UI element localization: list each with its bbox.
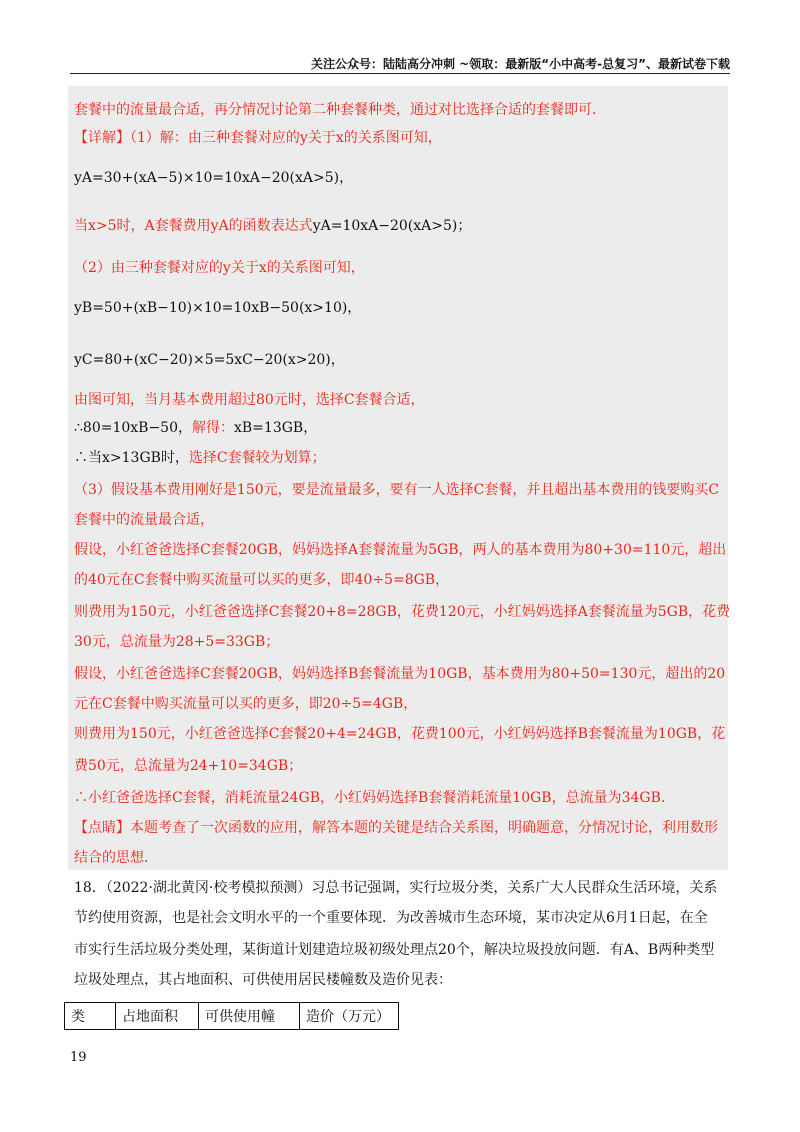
question-line-1: 18．（2022·湖北黄冈·校考模拟预测）习总书记强调，实行垃圾分类，关系广大人民群众生活环境，关系 [74, 880, 718, 896]
table-header-cell: 类 [65, 1003, 116, 1030]
detail-tag: 【详解】 [74, 130, 130, 146]
text-choose-c: 选择C套餐较为划算； [188, 450, 326, 466]
answer-line-18: 元在C套餐中购买流量可以买的更多，即20÷5=4GB， [74, 696, 418, 712]
question-line-4: 垃圾处理点，其占地面积、可供使用居民楼幢数及造价见表： [74, 972, 452, 988]
equation-yb: yB=50+(xB−10)×10=10xB−50(x>10)， [74, 300, 362, 316]
answer-line-22 [74, 818, 718, 838]
text-solve: 解得： [192, 420, 234, 436]
page-header: 关注公众号：陆陆高分冲刺 ~领取：最新版“小中高考-总复习”、最新试卷下载 [311, 57, 730, 71]
detail-text: （1）解：由三种套餐对应的y关于x的关系图可知， [130, 130, 442, 146]
header-rule [70, 73, 730, 74]
answer-line-11: （3）假设基本费用刚好是150元，要是流量最多，要有一人选择C套餐，并且超出基本费用的钱要购买C [74, 482, 720, 498]
table-header-cell: 造价（万元） [300, 1003, 399, 1030]
equation-80: ∴80=10xB−50， [74, 420, 192, 436]
answer-line-15: 则费用为150元，小红爸爸选择C套餐20+8=28GB，花费120元，小红妈妈选择A套餐流量为5GB，花费 [74, 604, 731, 620]
answer-line-19: 则费用为150元，小红爸爸选择C套餐20+4=24GB，花费100元，小红妈妈选择B套餐流量为10GB，花 [74, 726, 726, 742]
answer-line-21: ∴小红爸爸选择C套餐，消耗流量24GB，小红妈妈选择B套餐消耗流量10GB，总流量为34GB． [74, 790, 675, 806]
equation-xb: xB=13GB， [234, 420, 318, 436]
equation-yc: yC=80+(xC−20)×5=5xC−20(x>20)， [74, 352, 345, 368]
comment-text: 本题考查了一次函数的应用，解答本题的关键是结合关系图，明确题意，分情况讨论，利用数形 [130, 820, 718, 836]
page-number: 19 [70, 1050, 87, 1065]
answer-line-8: 由图可知，当月基本费用超过80元时，选择C套餐合适， [74, 392, 425, 408]
answer-line-20: 费50元，总流量为24+10=34GB； [74, 758, 303, 774]
equation-ya: yA=30+(xA−5)×10=10xA−20(xA>5)， [74, 170, 354, 186]
table-header-row [65, 1003, 399, 1030]
comment-tag: 【点睛】 [74, 820, 130, 836]
equation-ya-final: yA=10xA−20(xA>5)； [312, 218, 472, 234]
table-header-cell: 占地面积 [116, 1003, 199, 1030]
answer-line-17: 假设，小红爸爸选择C套餐20GB，妈妈选择B套餐流量为10GB，基本费用为80+50=130元，超出的20 [74, 666, 726, 682]
answer-line-2 [74, 128, 442, 148]
text-when-13: ∴当x>13GB时， [74, 450, 189, 466]
answer-line-14: 的40元在C套餐中购买流量可以买的更多，即40÷5=8GB， [74, 572, 450, 588]
answer-box [68, 86, 731, 870]
table-header-cell: 可供使用幢 [199, 1003, 300, 1030]
answer-line-13: 假设，小红爸爸选择C套餐20GB，妈妈选择A套餐流量为5GB，两人的基本费用为80+30=110元，超出 [74, 542, 727, 558]
answer-line-16: 30元，总流量为28+5=33GB； [74, 634, 280, 650]
answer-line-9 [74, 418, 317, 438]
answer-line-5: （2）由三种套餐对应的y关于x的关系图可知， [74, 260, 365, 276]
answer-line-12: 套餐中的流量最合适， [74, 512, 214, 528]
question-line-2: 节约使用资源，也是社会文明水平的一个重要体现．为改善城市生态环境，某市决定从6月1日起，在全 [74, 910, 708, 926]
data-table [64, 1002, 399, 1030]
text-expr-label: A套餐费用yA的函数表达式 [144, 218, 313, 234]
answer-line-4 [74, 216, 471, 236]
answer-line-23: 结合的思想． [74, 850, 158, 866]
answer-line-10 [74, 448, 326, 468]
text-when: 当x>5时， [74, 218, 145, 234]
answer-line-1: 套餐中的流量最合适，再分情况讨论第二种套餐种类，通过对比选择合适的套餐即可． [74, 102, 606, 118]
question-line-3: 市实行生活垃圾分类处理，某街道计划建造垃圾初级处理点20个，解决垃圾投放问题．有A、B两种类型 [74, 942, 715, 958]
